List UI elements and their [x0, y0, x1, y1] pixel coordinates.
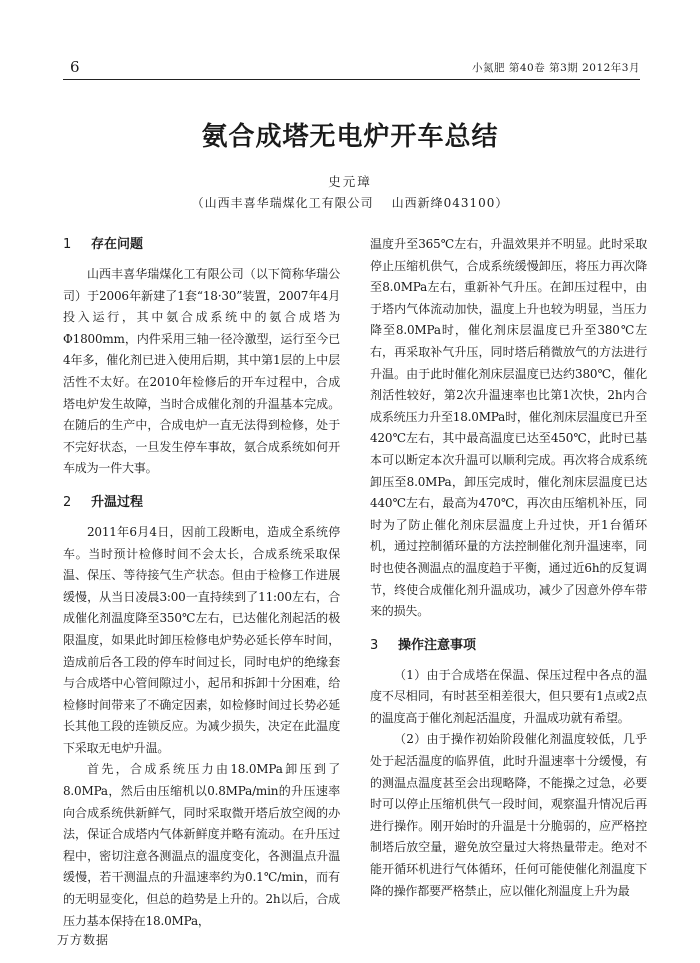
footer-source: 万方数据	[57, 933, 110, 947]
section-2-paragraph: 2011年6月4日，因前工段断电，造成全系统停车。当时预计检修时间不会太长，合成系统采取保温、保压、等待接气生产状态。但由于检修工作进展缓慢，从当日凌晨3:00一直持续到了11:00左右，合成催化剂温度降至350℃左右，已达催化剂起活的极限温度，如果此时卸压检修电炉势必延长停车时间，造成前后各工段的停车时间过长，同时电炉的绝缘套与合成塔中心管间隙过小，起吊和拆卸十分困难，给检修时间带来了不确定因素，如检修时间过长势必延长其他工段的连锁反应。为减少损失，决定在此温度下采取无电炉升温。	[63, 524, 340, 755]
article-title: 氨合成塔无电炉开车总结	[201, 122, 499, 152]
section-2-number: 2	[63, 494, 72, 510]
section-2-paragraph: 首先，合成系统压力由18.0MPa卸压到了8.0MPa，然后由压缩机以0.8MPa/min的升压速率向合成系统供新鲜气，同时采取微开塔后放空阀的办法，保证合成塔内气体新鲜度并略有流动。在升压过程中，密切注意各测温点的温度变化，各测温点升温缓慢，若干测温点的升温速率约为0.1℃/min，而有的无明显变化，但总的趋势是上升的。2h以后，合成压力基本保持在18.0MPa，	[63, 762, 340, 928]
page-number: 6	[70, 58, 80, 76]
section-1-title: 存在问题	[91, 237, 144, 252]
section-1-heading	[63, 234, 340, 256]
section-1-number: 1	[63, 237, 72, 252]
author: 史元璋	[328, 174, 372, 189]
section-2-continuation: 温度升至365℃左右，升温效果并不明显。此时采取停止压缩机供气，合成系统缓慢卸压，将压力再次降至8.0MPa左右，重新补气升压。在卸压过程中，由于塔内气体流动加快，温度上升也较为明显，当压力降至8.0MPa时，催化剂床层温度已升至380℃左右，再采取补气升压，同时塔后稍微放气的方法进行升温。由于此时催化剂床层温度已达约380℃，催化剂活性较好，第2次升温速率也比第1次快，2h内合成系统压力升至18.0MPa时，催化剂床层温度已升至420℃左右，其中最高温度已达至450℃，此时已基本可以断定本次升温可以顺利完成。再次将合成系统卸压至8.0MPa，卸压完成时，催化剂床层温度已达440℃左右，最高为470℃，再次由压缩机补压，同时为了防止催化剂床层温度上升过快，开1台循环机，通过控制循环量的方法控制催化剂升温速率，同时也使各测温点的温度趋于平衡，通过近6h的反复调节，终使合成催化剂升温成功，减少了因意外停车带来的损失。	[370, 237, 647, 619]
section-1-paragraph: 山西丰喜华瑞煤化工有限公司（以下简称华瑞公司）于2006年新建了1套“18·30”装置，2007年4月投入运行，其中氨合成系统中的氨合成塔为Φ1800mm，内件采用三轴一径冷激型，运行至今已4年多，催化剂已进入使用后期，其中第1层的上中层活性不太好。在2010年检修后的开车过程中，合成塔电炉发生故障，当时合成催化剂的升温基本完成。在随后的生产中，合成电炉一直无法得到检修，处于不完好状态，一旦发生停车事故，氨合成系统如何开车成为一件大事。	[63, 267, 340, 476]
affiliation-org: （山西丰喜华瑞煤化工有限公司	[191, 196, 374, 210]
left-column	[63, 234, 340, 932]
affiliation	[0, 194, 700, 211]
affiliation-city: 山西新绛043100）	[391, 196, 509, 210]
section-3-paragraph: （2）由于操作初始阶段催化剂温度较低，几乎处于起活温度的临界值，此时升温速率十分缓慢，有的测温点温度甚至会出现略降，不能操之过急，必要时可以停止压缩机供气一段时间，观察温升情况后再进行操作。刚开始时的升温是十分脆弱的，应严格控制塔后放空量，避免放空量过大将热量带走。绝对不能开循环机进行气体循环，任何可能使催化剂温度下降的操作都要严格禁止，应以催化剂温度上升为最	[370, 732, 647, 898]
section-3-number: 3	[370, 637, 379, 653]
header-rule	[63, 79, 640, 80]
section-2-heading	[63, 492, 340, 514]
section-3-heading	[370, 635, 647, 657]
journal-info: 小氮肥 第40卷 第3期 2012年3月	[472, 62, 640, 74]
section-3-title: 操作注意事项	[398, 637, 477, 653]
right-column	[370, 234, 647, 902]
section-3-paragraph: （1）由于合成塔在保温、保压过程中各点的温度不尽相同，有时甚至相差很大，但只要有1点或2点的温度高于催化剂起活温度，升温成功就有希望。	[370, 667, 647, 725]
section-2-title: 升温过程	[91, 494, 144, 510]
